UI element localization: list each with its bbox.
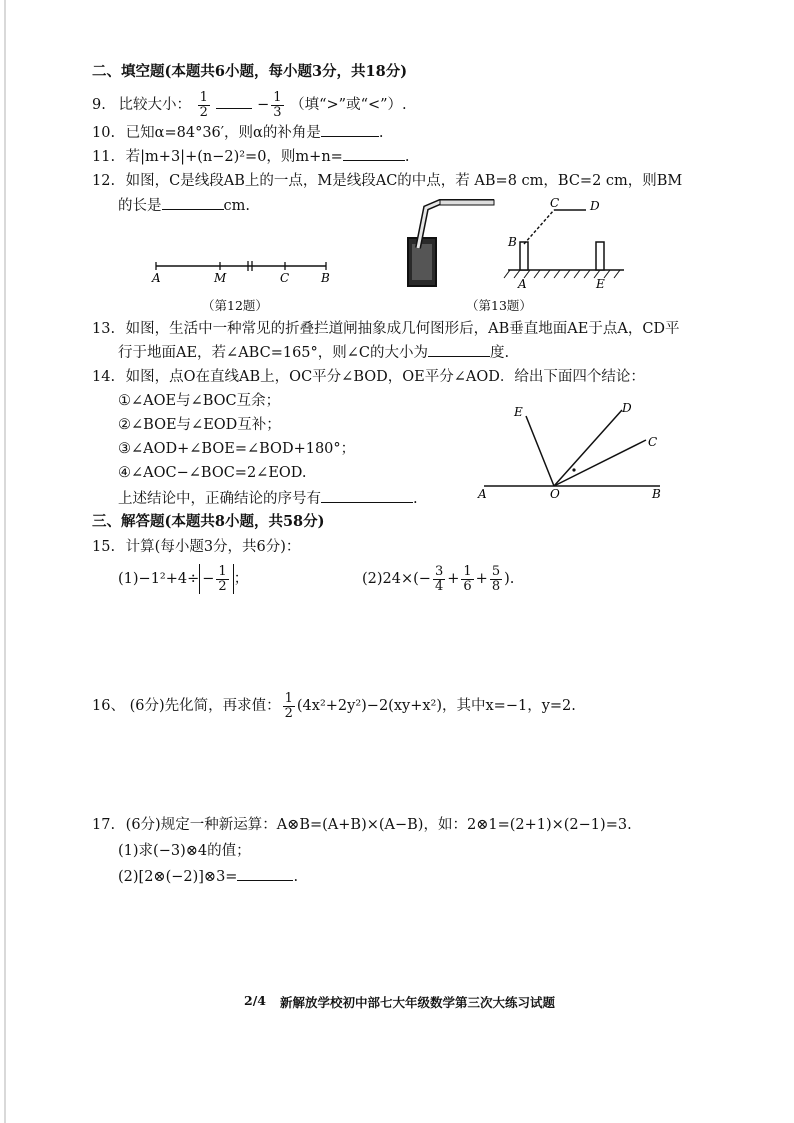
label-b: B xyxy=(652,487,661,501)
question-number: 11. xyxy=(92,149,116,165)
question-text: 若|m+3|+(n−2)²=0，则m+n= xyxy=(125,149,343,165)
question-13 xyxy=(92,319,680,339)
expression: (2)[2⊗(−2)]⊗3= xyxy=(118,869,238,885)
period: . xyxy=(404,149,410,165)
expression: (2)24×(− xyxy=(362,571,431,587)
period: . xyxy=(293,869,299,885)
exam-title: 新解放学校初中部七大年级数学第三次大练习试题 xyxy=(280,995,556,1010)
question-10 xyxy=(92,122,383,143)
question-17 xyxy=(92,815,632,835)
figure-13-caption: （第13题） xyxy=(466,298,532,313)
label-c: C xyxy=(550,196,560,210)
label-e: E xyxy=(596,277,605,291)
fraction-half: $\frac{1}{2}$ xyxy=(199,89,208,120)
question-14-ask xyxy=(118,488,418,509)
label-b: B xyxy=(508,235,517,249)
question-number: 15. xyxy=(92,539,116,555)
label-d: D xyxy=(590,199,600,213)
question-15 xyxy=(92,537,300,557)
figure-13-photo xyxy=(398,198,498,290)
conclusion-3: ③∠AOD+∠BOE=∠BOD+180°； xyxy=(118,441,356,457)
absolute-value: − $\frac{1}{2}$ xyxy=(199,564,233,594)
figure-14-angles xyxy=(474,398,674,503)
angle-mark xyxy=(572,468,575,471)
question-text: 上述结论中，正确结论的序号有 xyxy=(118,491,321,507)
answer-blank[interactable] xyxy=(237,866,293,881)
question-hint: （填“>”或“<”）. xyxy=(290,97,407,113)
fraction: $\frac{5}{8}$ xyxy=(491,563,501,594)
question-number: 13. xyxy=(92,321,116,337)
fraction: $\frac{3}{4}$ xyxy=(434,563,444,594)
semicolon: ； xyxy=(233,571,249,587)
plus-sign: + xyxy=(447,571,460,587)
post-e xyxy=(596,242,604,270)
conclusion-2: ②∠BOE与∠EOD互补； xyxy=(118,417,281,433)
question-15-part-2 xyxy=(362,560,514,598)
figure-12-segment xyxy=(140,250,340,290)
question-number: 9. xyxy=(92,97,106,113)
question-number: 17. xyxy=(92,817,116,833)
question-12-line2 xyxy=(118,195,250,216)
question-number: 12. xyxy=(92,173,116,189)
label-a: A xyxy=(478,487,487,501)
ray-oc xyxy=(554,440,646,486)
figure-12-caption: （第12题） xyxy=(202,298,268,313)
question-16 xyxy=(92,688,576,724)
question-9 xyxy=(92,88,407,122)
label-a: A xyxy=(152,271,161,285)
figure-13-diagram xyxy=(500,198,630,290)
expression: (4x²+2y²)−2(xy+x²)，其中x=−1，y=2. xyxy=(296,698,576,714)
question-11 xyxy=(92,146,409,167)
label-e: E xyxy=(514,405,523,419)
label-c: C xyxy=(280,271,290,285)
answer-blank[interactable] xyxy=(321,122,379,137)
question-text: 比较大小： xyxy=(118,97,191,113)
question-text: (6分)规定一种新运算：A⊗B=(A+B)×(A−B)，如：2⊗1=(2+1)×(2−1)=3. xyxy=(125,817,632,833)
section-title-fill-in: 二、填空题(本题共6小题，每小题3分，共18分) xyxy=(92,63,408,80)
conclusion-4: ④∠AOC−∠BOC=2∠EOD. xyxy=(118,465,307,481)
answer-blank[interactable] xyxy=(343,146,405,161)
question-text: 如图，点O在直线AB上，OC平分∠BOD，OE平分∠AOD．给出下面四个结论： xyxy=(125,369,645,385)
expression-end: ). xyxy=(504,571,515,587)
question-12 xyxy=(92,171,682,191)
page-number: 2/4 xyxy=(244,993,266,1008)
question-number: 10. xyxy=(92,125,116,141)
question-text: 行于地面AE，若∠ABC=165°，则∠C的大小为 xyxy=(118,345,429,361)
question-15-part-1 xyxy=(118,560,248,598)
question-text: 如图，C是线段AB上的一点，M是线段AC的中点，若 AB=8 cm，BC=2 cm，则BM xyxy=(125,173,683,189)
post-ab xyxy=(520,242,528,270)
plus-sign: + xyxy=(475,571,488,587)
question-number: 16、 xyxy=(92,698,125,714)
question-14 xyxy=(92,367,645,387)
question-text: 计算(每小题3分，共6分)： xyxy=(125,539,301,555)
label-b: B xyxy=(321,271,330,285)
question-number: 14. xyxy=(92,369,116,385)
section-title-answer: 三、解答题(本题共8小题，共58分) xyxy=(92,513,325,530)
period: . xyxy=(378,125,384,141)
label-d: D xyxy=(622,401,632,415)
answer-blank[interactable] xyxy=(216,94,252,109)
question-17-part-2 xyxy=(118,866,298,887)
question-text: 已知α=84°36′，则α的补角是 xyxy=(125,125,321,141)
fraction: $\frac{1}{6}$ xyxy=(463,563,472,594)
question-text: (6分)先化简，再求值： xyxy=(129,698,281,714)
minus-sign: − xyxy=(257,97,270,113)
expression: (1)−1²+4÷ xyxy=(118,571,200,587)
period: . xyxy=(413,491,418,507)
label-a: A xyxy=(518,277,527,291)
unit-text: 度. xyxy=(490,345,510,361)
label-m: M xyxy=(214,271,227,285)
page-edge xyxy=(4,0,6,1123)
answer-blank[interactable] xyxy=(428,342,490,357)
unit-text: cm. xyxy=(223,198,250,214)
question-13-line2 xyxy=(118,342,509,363)
answer-blank[interactable] xyxy=(321,488,413,503)
label-o: O xyxy=(550,487,560,501)
arm-bc xyxy=(524,210,554,244)
fraction-third: $\frac{1}{3}$ xyxy=(273,89,282,120)
conclusion-1: ①∠AOE与∠BOC互余； xyxy=(118,393,281,409)
question-text: 如图，生活中一种常见的折叠拦道闸抽象成几何图形后，AB垂直地面AE于点A，CD平 xyxy=(125,321,680,337)
question-text: 的长是 xyxy=(118,198,162,214)
ray-od xyxy=(554,410,622,486)
answer-blank[interactable] xyxy=(162,195,224,210)
label-c: C xyxy=(648,435,658,449)
ray-oe xyxy=(526,416,554,486)
question-17-part-1: (1)求(−3)⊗4的值； xyxy=(118,843,251,859)
fraction: $\frac{1}{2}$ xyxy=(284,690,293,721)
